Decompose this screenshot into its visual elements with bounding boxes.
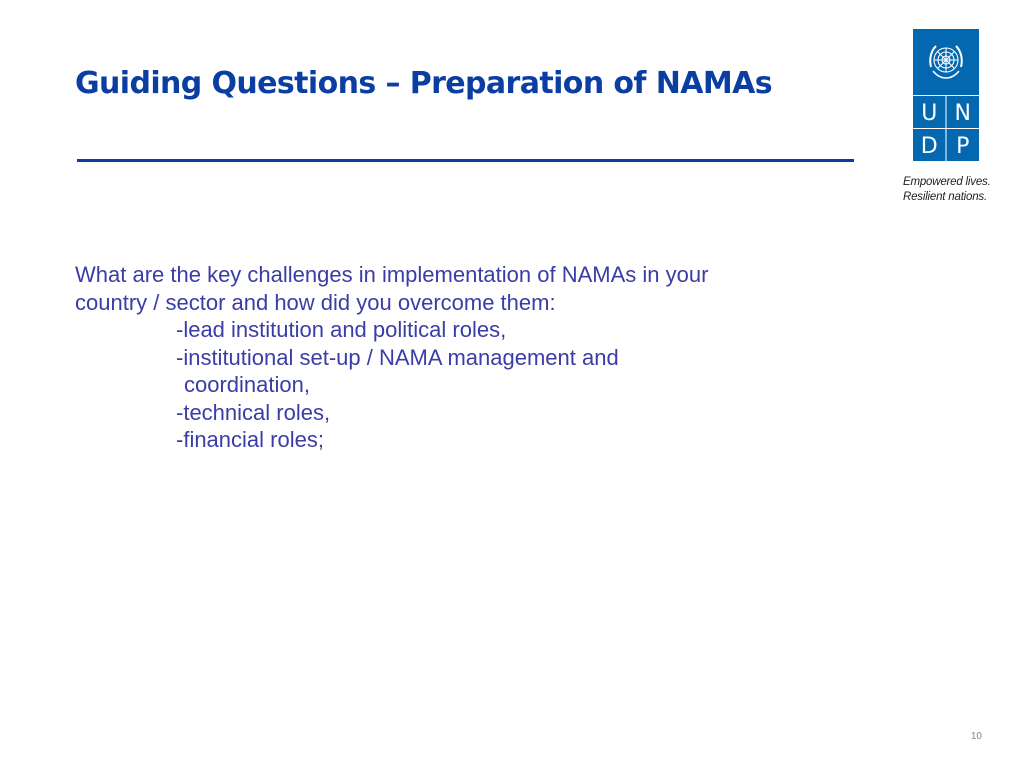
page-number: 10 [970,731,982,742]
tagline-line-2: Resilient nations. [903,191,987,203]
title-underline [77,159,854,162]
list-item: -financial roles; [176,427,324,452]
slide-title: Guiding Questions – Preparation of NAMAs [75,66,772,101]
question-body [75,261,855,454]
list-item-continuation: coordination, [184,372,310,397]
list-item: -lead institution and political roles, [176,317,507,342]
question-line-1: What are the key challenges in implementation of NAMAs in your [75,262,709,287]
list-item: -technical roles, [176,399,331,425]
undp-logo [913,29,979,161]
tagline-line-1: Empowered lives. [903,176,991,188]
logo-letter-n: N [954,101,971,126]
question-line-2: country / sector and how did you overcome them: [75,289,556,315]
logo-letter-u: U [921,101,938,126]
undp-tagline [903,175,991,205]
logo-letter-d: D [920,134,938,159]
logo-letter-p: P [956,134,970,159]
list-item: -institutional set-up / NAMA management and [176,344,619,370]
